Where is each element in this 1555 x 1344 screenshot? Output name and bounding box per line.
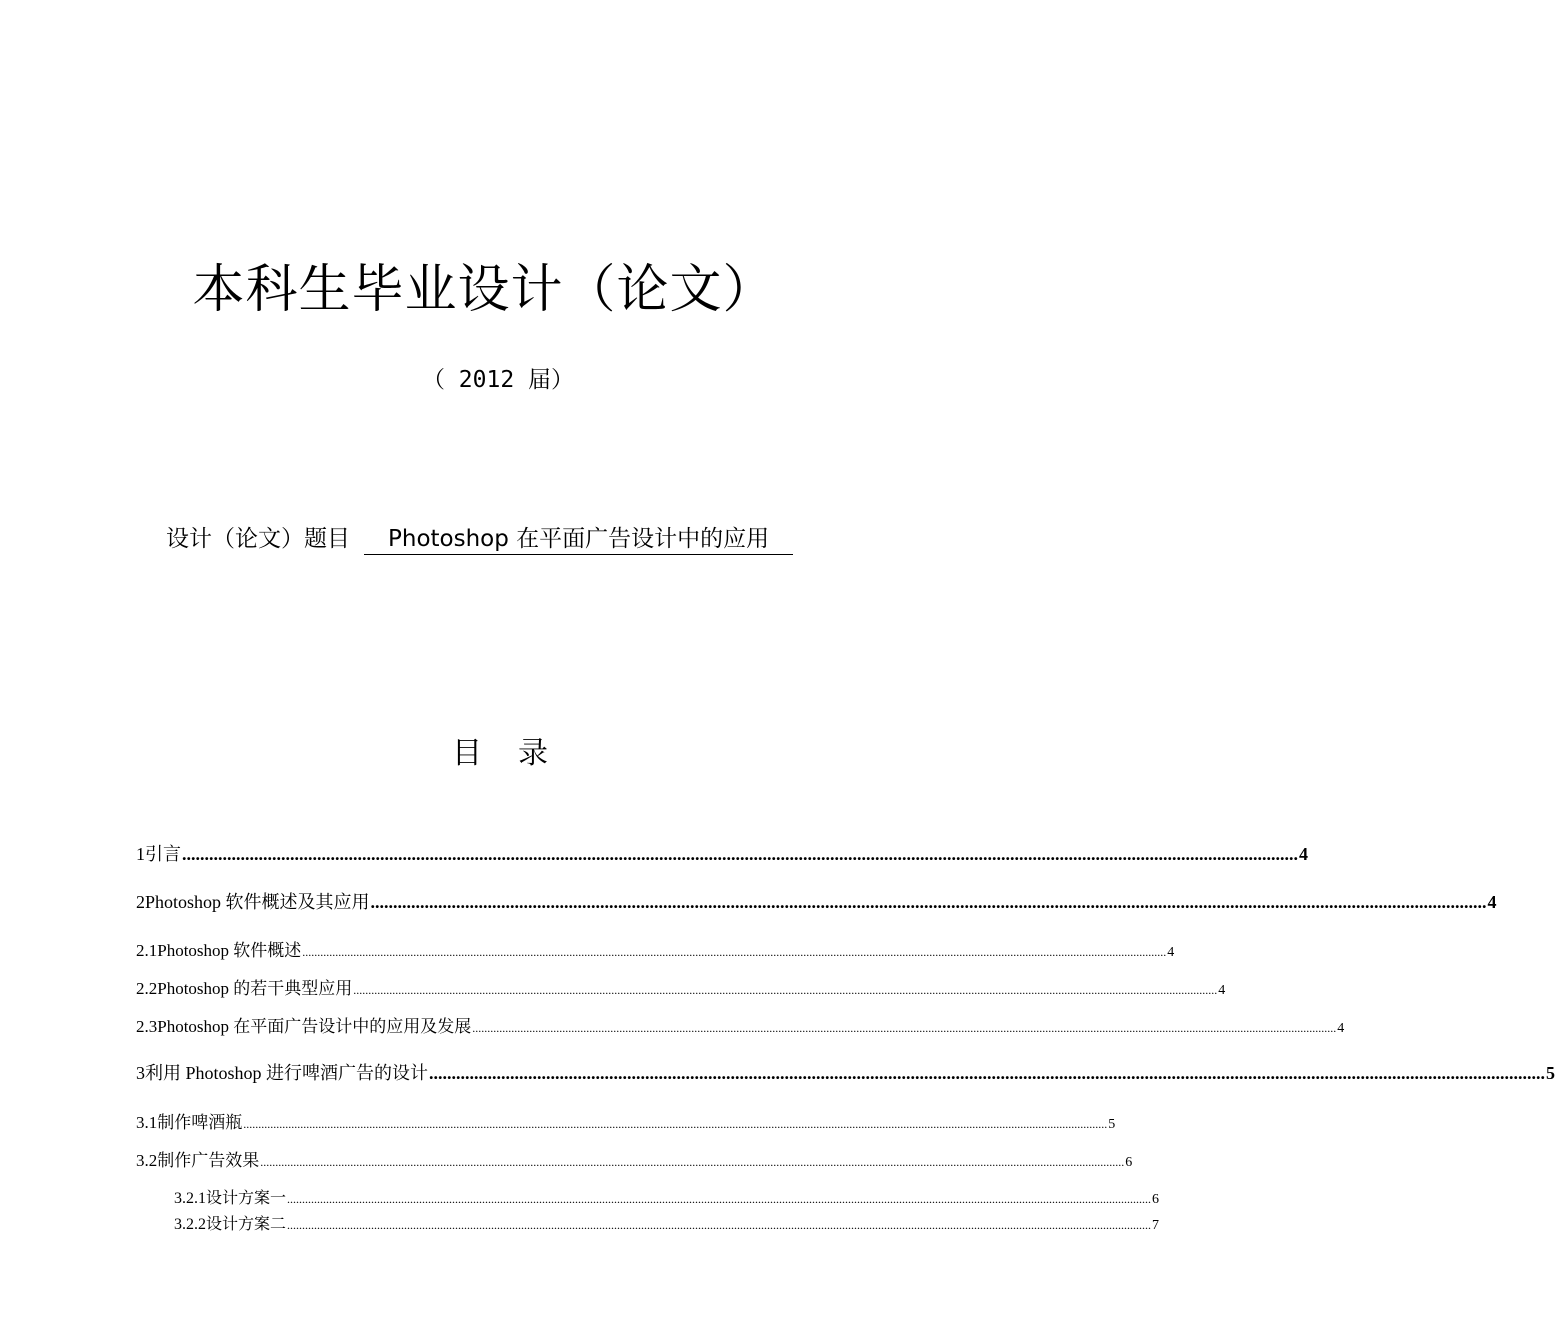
toc-leader-dots: ................................................................................................................................................................................................................................................................................................ [260, 1155, 1125, 1169]
toc-leader-dots: ........................................................................................................................................................................................................................................................ [370, 892, 1487, 912]
toc-entry[interactable] [136, 840, 1308, 866]
toc-entry-number: 2 [136, 892, 145, 912]
toc-entry-page: 4 [1299, 844, 1308, 864]
toc-entry-page: 6 [1152, 1192, 1160, 1207]
toc-entry-title: Photoshop 在平面广告设计中的应用及发展 [157, 1017, 472, 1036]
toc-entry[interactable] [136, 1108, 1116, 1133]
toc-leader-dots: ................................................................................................................................................................................................................................................................................................ [302, 945, 1167, 959]
toc-entry[interactable] [136, 1012, 1345, 1037]
main-title: 本科生毕业设计（论文） [192, 260, 776, 320]
toc-entry-title: 制作啤酒瓶 [157, 1113, 243, 1132]
toc-entry[interactable] [136, 888, 1497, 914]
toc-entry[interactable] [136, 974, 1226, 999]
toc-entry-number: 2.2 [136, 979, 158, 998]
toc-entry[interactable] [174, 1211, 1160, 1234]
toc-entry-page: 6 [1125, 1155, 1133, 1170]
toc-entry-title: 设计方案一 [206, 1190, 287, 1207]
toc-entry-number: 3.2.1 [174, 1190, 206, 1207]
toc-leader-dots: ........................................................................................................................................................................................................................................................ [182, 844, 1298, 864]
toc-entry-title: 利用 Photoshop 进行啤酒广告的设计 [145, 1063, 429, 1083]
toc-entry-number: 1 [136, 844, 145, 864]
toc-leader-dots: ................................................................................................................................................................................................................................................................................................ [243, 1117, 1108, 1131]
toc-entry-title: 设计方案二 [206, 1216, 287, 1233]
toc-entry-number: 3.2 [136, 1151, 158, 1170]
toc-entry-number: 2.1 [136, 941, 158, 960]
toc-entry-title: Photoshop 软件概述及其应用 [145, 892, 370, 912]
toc-entry-page: 5 [1108, 1117, 1116, 1132]
toc-entry-page: 4 [1167, 945, 1175, 960]
toc-entry-title: 制作广告效果 [157, 1151, 260, 1170]
toc-entry-number: 3.2.2 [174, 1216, 206, 1233]
topic-value: Photoshop 在平面广告设计中的应用 [364, 524, 793, 555]
toc-entry-number: 2.3 [136, 1017, 158, 1036]
thesis-topic [166, 522, 866, 556]
toc-entry-page: 7 [1152, 1218, 1160, 1233]
toc-entry[interactable] [136, 936, 1175, 961]
graduation-year: （ 2012 届） [421, 367, 575, 393]
toc-leader-dots: ................................................................................................................................................................................................................................................................................................ [287, 1218, 1152, 1232]
toc-entry-number: 3 [136, 1063, 145, 1083]
toc-entry-title: Photoshop 软件概述 [157, 941, 302, 960]
toc-leader-dots: ................................................................................................................................................................................................................................................................................................ [287, 1192, 1152, 1206]
toc-entry-number: 3.1 [136, 1113, 158, 1132]
toc-heading-left: 目 [452, 736, 482, 771]
toc-heading [0, 734, 1000, 774]
toc-heading-right: 录 [518, 736, 548, 771]
topic-label: 设计（论文）题目 [166, 526, 350, 552]
toc-entry-page: 5 [1546, 1063, 1555, 1083]
toc-entry-title: 引言 [145, 844, 181, 864]
toc-entry[interactable] [136, 1146, 1133, 1171]
toc-leader-dots: ................................................................................................................................................................................................................................................................................................ [472, 1021, 1337, 1035]
toc-leader-dots: ................................................................................................................................................................................................................................................................................................ [353, 983, 1218, 997]
toc-entry[interactable] [136, 1059, 1555, 1085]
toc-entry-page: 4 [1337, 1021, 1345, 1036]
toc-leader-dots: ........................................................................................................................................................................................................................................................ [429, 1063, 1546, 1083]
toc-entry-title: Photoshop 的若干典型应用 [157, 979, 353, 998]
toc-entry-page: 4 [1218, 983, 1226, 998]
toc-entry-page: 4 [1487, 892, 1497, 912]
toc-entry[interactable] [174, 1185, 1160, 1208]
